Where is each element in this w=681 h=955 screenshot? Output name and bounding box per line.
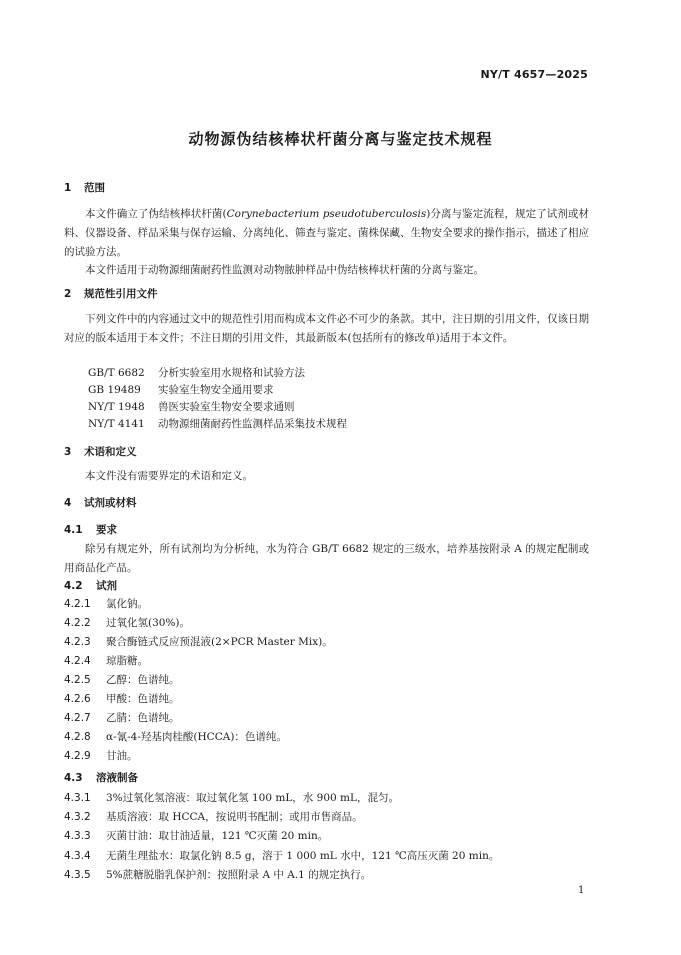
reagent-item <box>64 729 287 745</box>
item-number: 4.3.5 <box>64 869 91 881</box>
section-number: 3 <box>64 446 72 458</box>
item-text: 基质溶液：取 HCCA，按说明书配制；或用市售商品。 <box>106 811 363 823</box>
subsection-title: 要求 <box>96 524 117 536</box>
reagent-item <box>64 691 180 707</box>
reference-item <box>88 416 347 431</box>
section-title: 范围 <box>84 182 105 194</box>
reagent-item <box>64 653 148 669</box>
reagent-item <box>64 710 180 726</box>
item-text: 氯化钠。 <box>106 598 148 610</box>
section-title: 试剂或材料 <box>84 497 137 509</box>
solution-item <box>64 809 363 825</box>
subsection-number: 4.1 <box>64 524 83 536</box>
item-text: 5%蔗糖脱脂乳保护剂：按照附录 A 中 A.1 的规定执行。 <box>106 869 372 881</box>
section-2-heading <box>64 286 158 301</box>
solution-item <box>64 867 371 883</box>
item-number: 4.2.6 <box>64 693 91 705</box>
requirements-paragraph: 除另有规定外，所有试剂均为分析纯，水为符合 GB/T 6682 规定的三级水，培养基按附录 A 的规定配制或用商品化产品。 <box>64 543 589 574</box>
subsection-4-1-heading <box>64 522 117 537</box>
section-number: 4 <box>64 497 72 509</box>
solution-item <box>64 790 399 806</box>
reference-code: GB 19489 <box>88 384 141 396</box>
item-text: 甘油。 <box>106 750 138 762</box>
reference-item <box>88 382 274 397</box>
item-text: 聚合酶链式反应预混液(2×PCR Master Mix)。 <box>106 636 333 648</box>
reference-title: 分析实验室用水规格和试验方法 <box>158 367 305 379</box>
section-1-heading <box>64 180 105 195</box>
item-text: 过氧化氢(30%)。 <box>106 617 191 629</box>
reference-title: 实验室生物安全通用要求 <box>158 384 274 396</box>
terms-paragraph: 本文件没有需要界定的术语和定义。 <box>85 470 253 482</box>
section-number: 2 <box>64 288 72 300</box>
reference-code: GB/T 6682 <box>88 367 145 379</box>
item-number: 4.3.3 <box>64 830 91 842</box>
item-number: 4.2.1 <box>64 598 91 610</box>
standard-number: NY/T 4657—2025 <box>480 68 588 81</box>
reference-title: 兽医实验室生物安全要求通则 <box>158 401 295 413</box>
item-number: 4.2.2 <box>64 617 91 629</box>
reagent-item <box>64 634 333 650</box>
subsection-4-3-heading <box>64 770 138 785</box>
reference-code: NY/T 4141 <box>88 418 145 430</box>
solution-item <box>64 828 328 844</box>
item-text: 3%过氧化氢溶液：取过氧化氢 100 mL，水 900 mL，混匀。 <box>106 792 399 804</box>
reference-item <box>88 365 305 380</box>
scope-text-post: )分离与鉴定流程，规定了试剂或材料、仪器设备、样品采集与保存运输、分离纯化、筛查与鉴定、菌株保藏、生物安全要求的操作指示，描述了相应的试验方法。 <box>64 208 589 258</box>
scope-paragraph-2: 本文件适用于动物源细菌耐药性监测对动物脓肿样品中伪结核棒状杆菌的分离与鉴定。 <box>85 264 484 276</box>
subsection-title: 溶液制备 <box>96 772 138 784</box>
section-title: 术语和定义 <box>84 446 137 458</box>
item-number: 4.3.2 <box>64 811 91 823</box>
reagent-item <box>64 748 138 764</box>
reagent-item <box>64 596 148 612</box>
subsection-4-2-heading <box>64 578 117 593</box>
subsection-title: 试剂 <box>96 580 117 592</box>
subsection-number: 4.3 <box>64 772 83 784</box>
subsection-number: 4.2 <box>64 580 83 592</box>
item-number: 4.2.5 <box>64 674 91 686</box>
solution-item <box>64 848 499 864</box>
section-title: 规范性引用文件 <box>84 288 158 300</box>
section-4-heading <box>64 495 137 510</box>
item-number: 4.2.9 <box>64 750 91 762</box>
item-text: 琼脂糖。 <box>106 655 148 667</box>
scope-paragraph-1 <box>64 205 589 262</box>
reagent-item <box>64 672 180 688</box>
item-text: 无菌生理盐水：取氯化钠 8.5 g，溶于 1 000 mL 水中，121 ℃高压灭菌 20 min。 <box>106 850 500 862</box>
page-number: 1 <box>578 885 585 896</box>
item-number: 4.2.4 <box>64 655 91 667</box>
item-number: 4.3.1 <box>64 792 91 804</box>
species-latin-name: Corynebacterium pseudotuberculosis <box>226 208 427 220</box>
item-number: 4.3.4 <box>64 850 91 862</box>
reference-title: 动物源细菌耐药性监测样品采集技术规程 <box>158 418 347 430</box>
document-title: 动物源伪结核棒状杆菌分离与鉴定技术规程 <box>188 130 493 148</box>
reagent-item <box>64 615 190 631</box>
section-number: 1 <box>64 182 72 194</box>
section-3-heading <box>64 444 137 459</box>
item-number: 4.2.3 <box>64 636 91 648</box>
item-text: 乙腈：色谱纯。 <box>106 712 180 724</box>
item-number: 4.2.7 <box>64 712 91 724</box>
references-paragraph: 下列文件中的内容通过文中的规范性引用而构成本文件必不可少的条款。其中，注日期的引用文件，仅该日期对应的版本适用于本文件；不注日期的引用文件，其最新版本(包括所有的修改单)适用于本文件。 <box>64 313 589 344</box>
item-text: 乙醇：色谱纯。 <box>106 674 180 686</box>
item-text: α-氰-4-羟基肉桂酸(HCCA)：色谱纯。 <box>106 731 287 743</box>
item-text: 甲酸：色谱纯。 <box>106 693 180 705</box>
scope-text-pre: 本文件确立了伪结核棒状杆菌( <box>85 208 227 220</box>
item-number: 4.2.8 <box>64 731 91 743</box>
reference-item <box>88 399 295 414</box>
reference-code: NY/T 1948 <box>88 401 145 413</box>
item-text: 灭菌甘油：取甘油适量，121 ℃灭菌 20 min。 <box>106 830 329 842</box>
